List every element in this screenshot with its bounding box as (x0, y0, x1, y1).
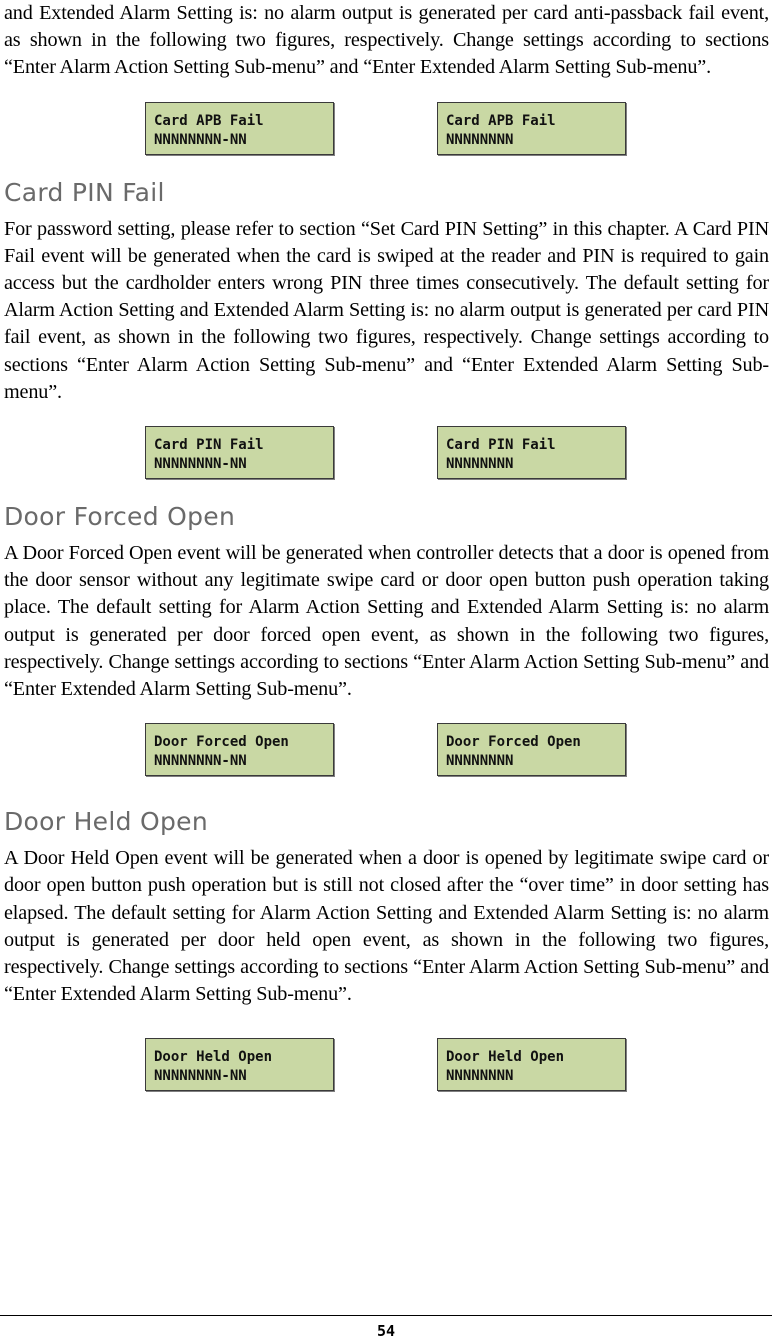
card-pin-fail-paragraph: For password setting, please refer to section “Set Card PIN Setting” in this chapter. A Card PIN Fail event will be generated when the card is swiped at the reader and PIN is required to gain access but the cardholder enters wrong PIN three times consecutively. The default setting for Alarm Action Setting and Extended Alarm Setting is: no alarm output is generated per card PIN fail event, as shown in the following two figures, respectively. Change settings according to sections “Enter Alarm Action Setting Sub-menu” and “Enter Extended Alarm Setting Sub-menu”. (4, 217, 769, 403)
section-heading-door-held-open: Door Held Open (4, 807, 208, 837)
lcd-display-alarm-action (145, 426, 334, 479)
lcd-display-extended-alarm (437, 426, 626, 479)
lcd-line-1: Card APB Fail (154, 112, 264, 129)
lcd-line-1: Card APB Fail (446, 112, 556, 129)
lcd-line-2: NNNNNNNN-NN (154, 456, 247, 473)
lcd-line-1: Card PIN Fail (154, 437, 264, 454)
page-number: 54 (376, 1322, 396, 1340)
lcd-line-2: NNNNNNNN-NN (154, 1068, 247, 1085)
lcd-display-alarm-action (145, 1038, 334, 1091)
lcd-line-1: Door Forced Open (446, 734, 581, 751)
lcd-line-2: NNNNNNNN (446, 1068, 514, 1085)
lcd-line-1: Card PIN Fail (446, 437, 556, 454)
lcd-display-alarm-action (145, 723, 334, 776)
intro-paragraph: and Extended Alarm Setting is: no alarm output is generated per card anti-passback fail event, as shown in the following two figures, respectively. Change settings according to sections “Enter Alarm Action Setting Sub-menu” and “Enter Extended Alarm Setting Sub-menu”. (4, 2, 769, 79)
lcd-line-2: NNNNNNNN-NN (154, 753, 247, 770)
lcd-line-1: Door Forced Open (154, 734, 289, 751)
lcd-line-2: NNNNNNNN (446, 753, 514, 770)
section-heading-door-forced-open: Door Forced Open (4, 502, 236, 532)
lcd-line-1: Door Held Open (446, 1049, 565, 1066)
door-held-open-paragraph: A Door Held Open event will be generated when a door is opened by legitimate swipe card or door open button push operation but is still not closed after the “over time” in door setting has elapsed. The default setting for Alarm Action Setting and Extended Alarm Setting is: no alarm output is generated per door held open event, as shown in the following two figures, respectively. Change settings according to sections “Enter Alarm Action Setting Sub-menu” and “Enter Extended Alarm Setting Sub-menu”. (4, 847, 769, 1006)
door-forced-open-paragraph: A Door Forced Open event will be generated when controller detects that a door is opened from the door sensor without any legitimate swipe card or door open button push operation taking place. The default setting for Alarm Action Setting and Extended Alarm Setting is: no alarm output is generated per door forced open event, as shown in the following two figures, respectively. Change settings according to sections “Enter Alarm Action Setting Sub-menu” and “Enter Extended Alarm Setting Sub-menu”. (4, 542, 769, 701)
lcd-display-alarm-action (145, 102, 334, 155)
lcd-display-extended-alarm (437, 102, 626, 155)
lcd-display-extended-alarm (437, 1038, 626, 1091)
lcd-line-2: NNNNNNNN-NN (154, 131, 247, 148)
lcd-line-1: Door Held Open (154, 1049, 273, 1066)
document-page (4, 0, 769, 1094)
section-heading-card-pin-fail: Card PIN Fail (4, 177, 165, 207)
footer-divider (0, 1315, 772, 1316)
lcd-figure-row-card-pin (4, 426, 769, 482)
lcd-figure-row-door-held (4, 1038, 769, 1094)
lcd-figure-row-door-forced (4, 723, 769, 779)
lcd-line-2: NNNNNNNN (446, 456, 514, 473)
lcd-display-extended-alarm (437, 723, 626, 776)
lcd-line-2: NNNNNNNN (446, 131, 514, 148)
lcd-figure-row-apb (4, 102, 769, 158)
